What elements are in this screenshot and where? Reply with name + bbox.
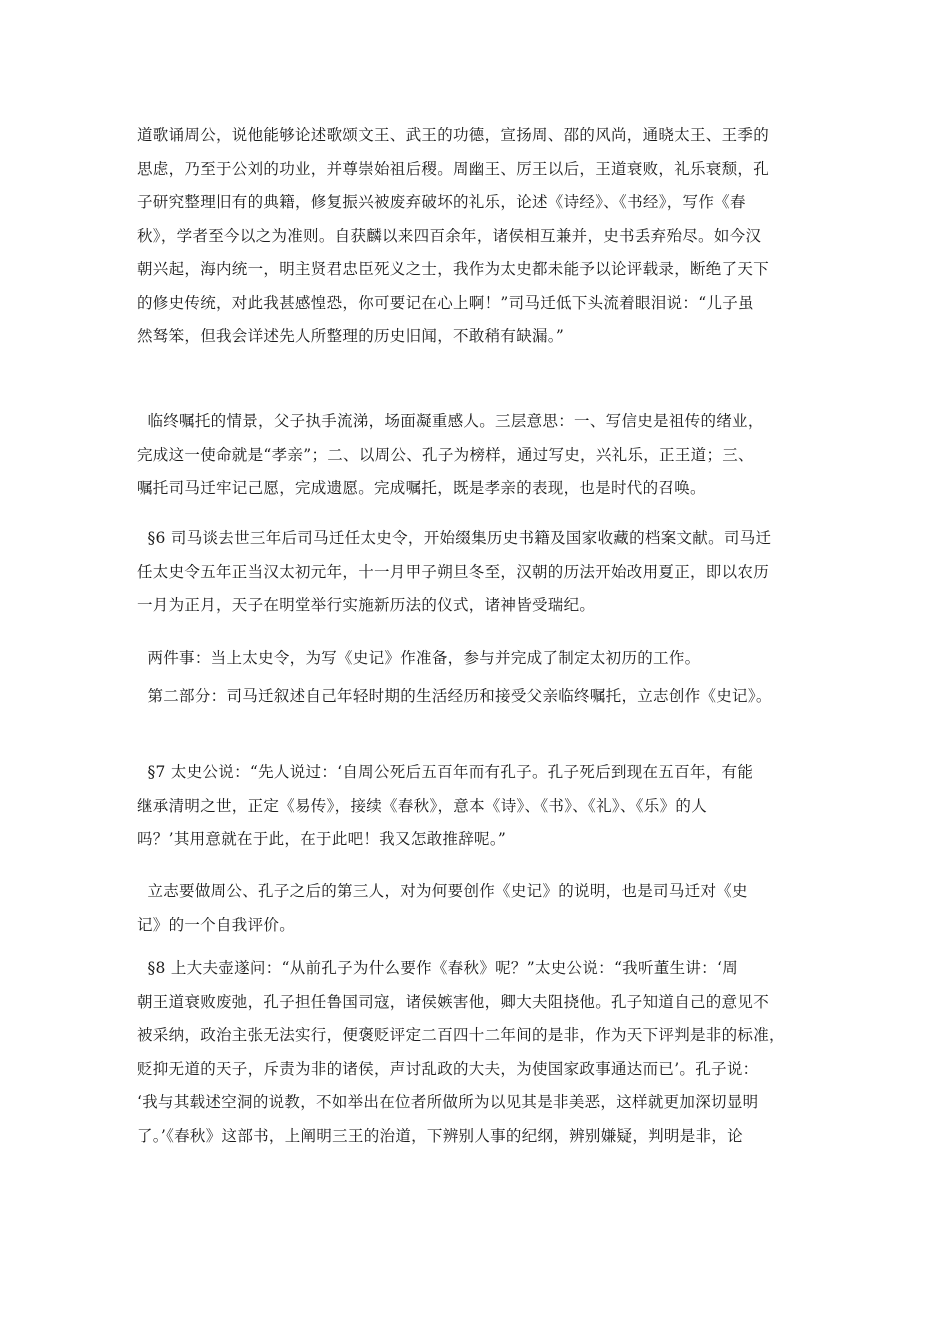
text-line: 了。’《春秋》这部书，上阐明三王的治道，下辨别人事的纪纲，辨别嫌疑，判明是非，论 <box>137 1126 743 1145</box>
paragraph-1 <box>137 119 827 354</box>
text-line: 的修史传统，对此我甚感惶恐，你可要记在心上啊！”司马迁低下头流着眼泪说：“儿子虽 <box>137 293 754 312</box>
text-line: 记》的一个自我评价。 <box>137 915 296 934</box>
text-line: §6 司马谈去世三年后司马迁任太史令，开始缀集历史书籍及国家收藏的档案文献。司马迁 <box>137 529 772 547</box>
text-line: 朝王道衰败废弛，孔子担任鲁国司寇，诸侯嫉害他，卿大夫阻挠他。孔子知道自己的意见不 <box>137 992 770 1011</box>
paragraph-7 <box>137 875 827 942</box>
paragraph-3 <box>137 522 827 623</box>
text-line: 子研究整理旧有的典籍，修复振兴被废弃破坏的礼乐，论述《诗经》、《书经》，写作《春 <box>137 193 746 211</box>
text-line: 被采纳，政治主张无法实行，便褒贬评定二百四十二年间的是非，作为天下评判是非的标准， <box>137 1026 785 1044</box>
text-line: 第二部分：司马迁叙述自己年轻时期的生活经历和接受父亲临终嘱托，立志创作《史记》。 <box>137 687 772 705</box>
text-line: 然驽笨，但我会详述先人所整理的历史旧闻，不敢稍有缺漏。” <box>137 327 565 345</box>
text-line: 贬抑无道的天子，斥责为非的诸侯，声讨乱政的大夫，为使国家政事通达而已’。孔子说： <box>137 1059 759 1078</box>
text-line: 一月为正月，天子在明堂举行实施新历法的仪式，诸神皆受瑞纪。 <box>137 596 596 614</box>
paragraph-8 <box>137 952 827 1153</box>
paragraph-6 <box>137 756 827 857</box>
paragraph-5 <box>137 680 837 714</box>
text-line: 临终嘱托的情景，父子执手流涕，场面凝重感人。三层意思：一、写信史是祖传的绪业， <box>137 412 764 430</box>
text-line: ‘我与其载述空洞的说教，不如举出在位者所做所为以见其是非美恶，这样就更加深切显明 <box>137 1093 759 1111</box>
text-line: 朝兴起，海内统一，明主贤君忠臣死义之士，我作为太史都未能予以论评载录，断绝了天下 <box>137 260 770 278</box>
text-line: 吗？’其用意就在于此，在于此吧！我又怎敢推辞呢。” <box>137 830 507 848</box>
text-line: 继承清明之世，正定《易传》，接续《春秋》，意本《诗》、《书》、《礼》、《乐》的人 <box>137 796 708 815</box>
text-line: §8 上大夫壶遂问：“从前孔子为什么要作《春秋》呢？”太史公说：“我听董生讲：‘周 <box>137 959 738 977</box>
text-line: 秋》，学者至今以之为准则。自获麟以来四百余年，诸侯相互兼并，史书丢弃殆尽。如今汉 <box>137 226 762 245</box>
text-line: 完成这一使命就是“孝亲”；二、以周公、孔子为榜样，通过写史，兴礼乐，正王道；三、 <box>137 445 754 464</box>
paragraph-2 <box>137 405 827 506</box>
text-line: 思虑，乃至于公刘的功业，并尊崇始祖后稷。周幽王、厉王以后，王道衰败，礼乐衰颓，孔 <box>137 159 770 178</box>
paragraph-4 <box>137 642 827 676</box>
text-line: 道歌诵周公，说他能够论述歌颂文王、武王的功德，宣扬周、邵的风尚，通晓太王、王季的 <box>137 126 770 144</box>
text-line: 立志要做周公、孔子之后的第三人，对为何要创作《史记》的说明，也是司马迁对《史 <box>137 882 748 900</box>
text-line: §7 太史公说：“先人说过：‘自周公死后五百年而有孔子。孔子死后到现在五百年，有能 <box>137 763 754 781</box>
text-line: 嘱托司马迁牢记己愿，完成遗愿。完成嘱托，既是孝亲的表现，也是时代的召唤。 <box>137 479 706 497</box>
text-line: 任太史令五年正当汉太初元年，十一月甲子朔旦冬至，汉朝的历法开始改用夏正，即以农历 <box>137 562 770 581</box>
text-line: 两件事：当上太史令，为写《史记》作准备，参与并完成了制定太初历的工作。 <box>137 649 701 667</box>
